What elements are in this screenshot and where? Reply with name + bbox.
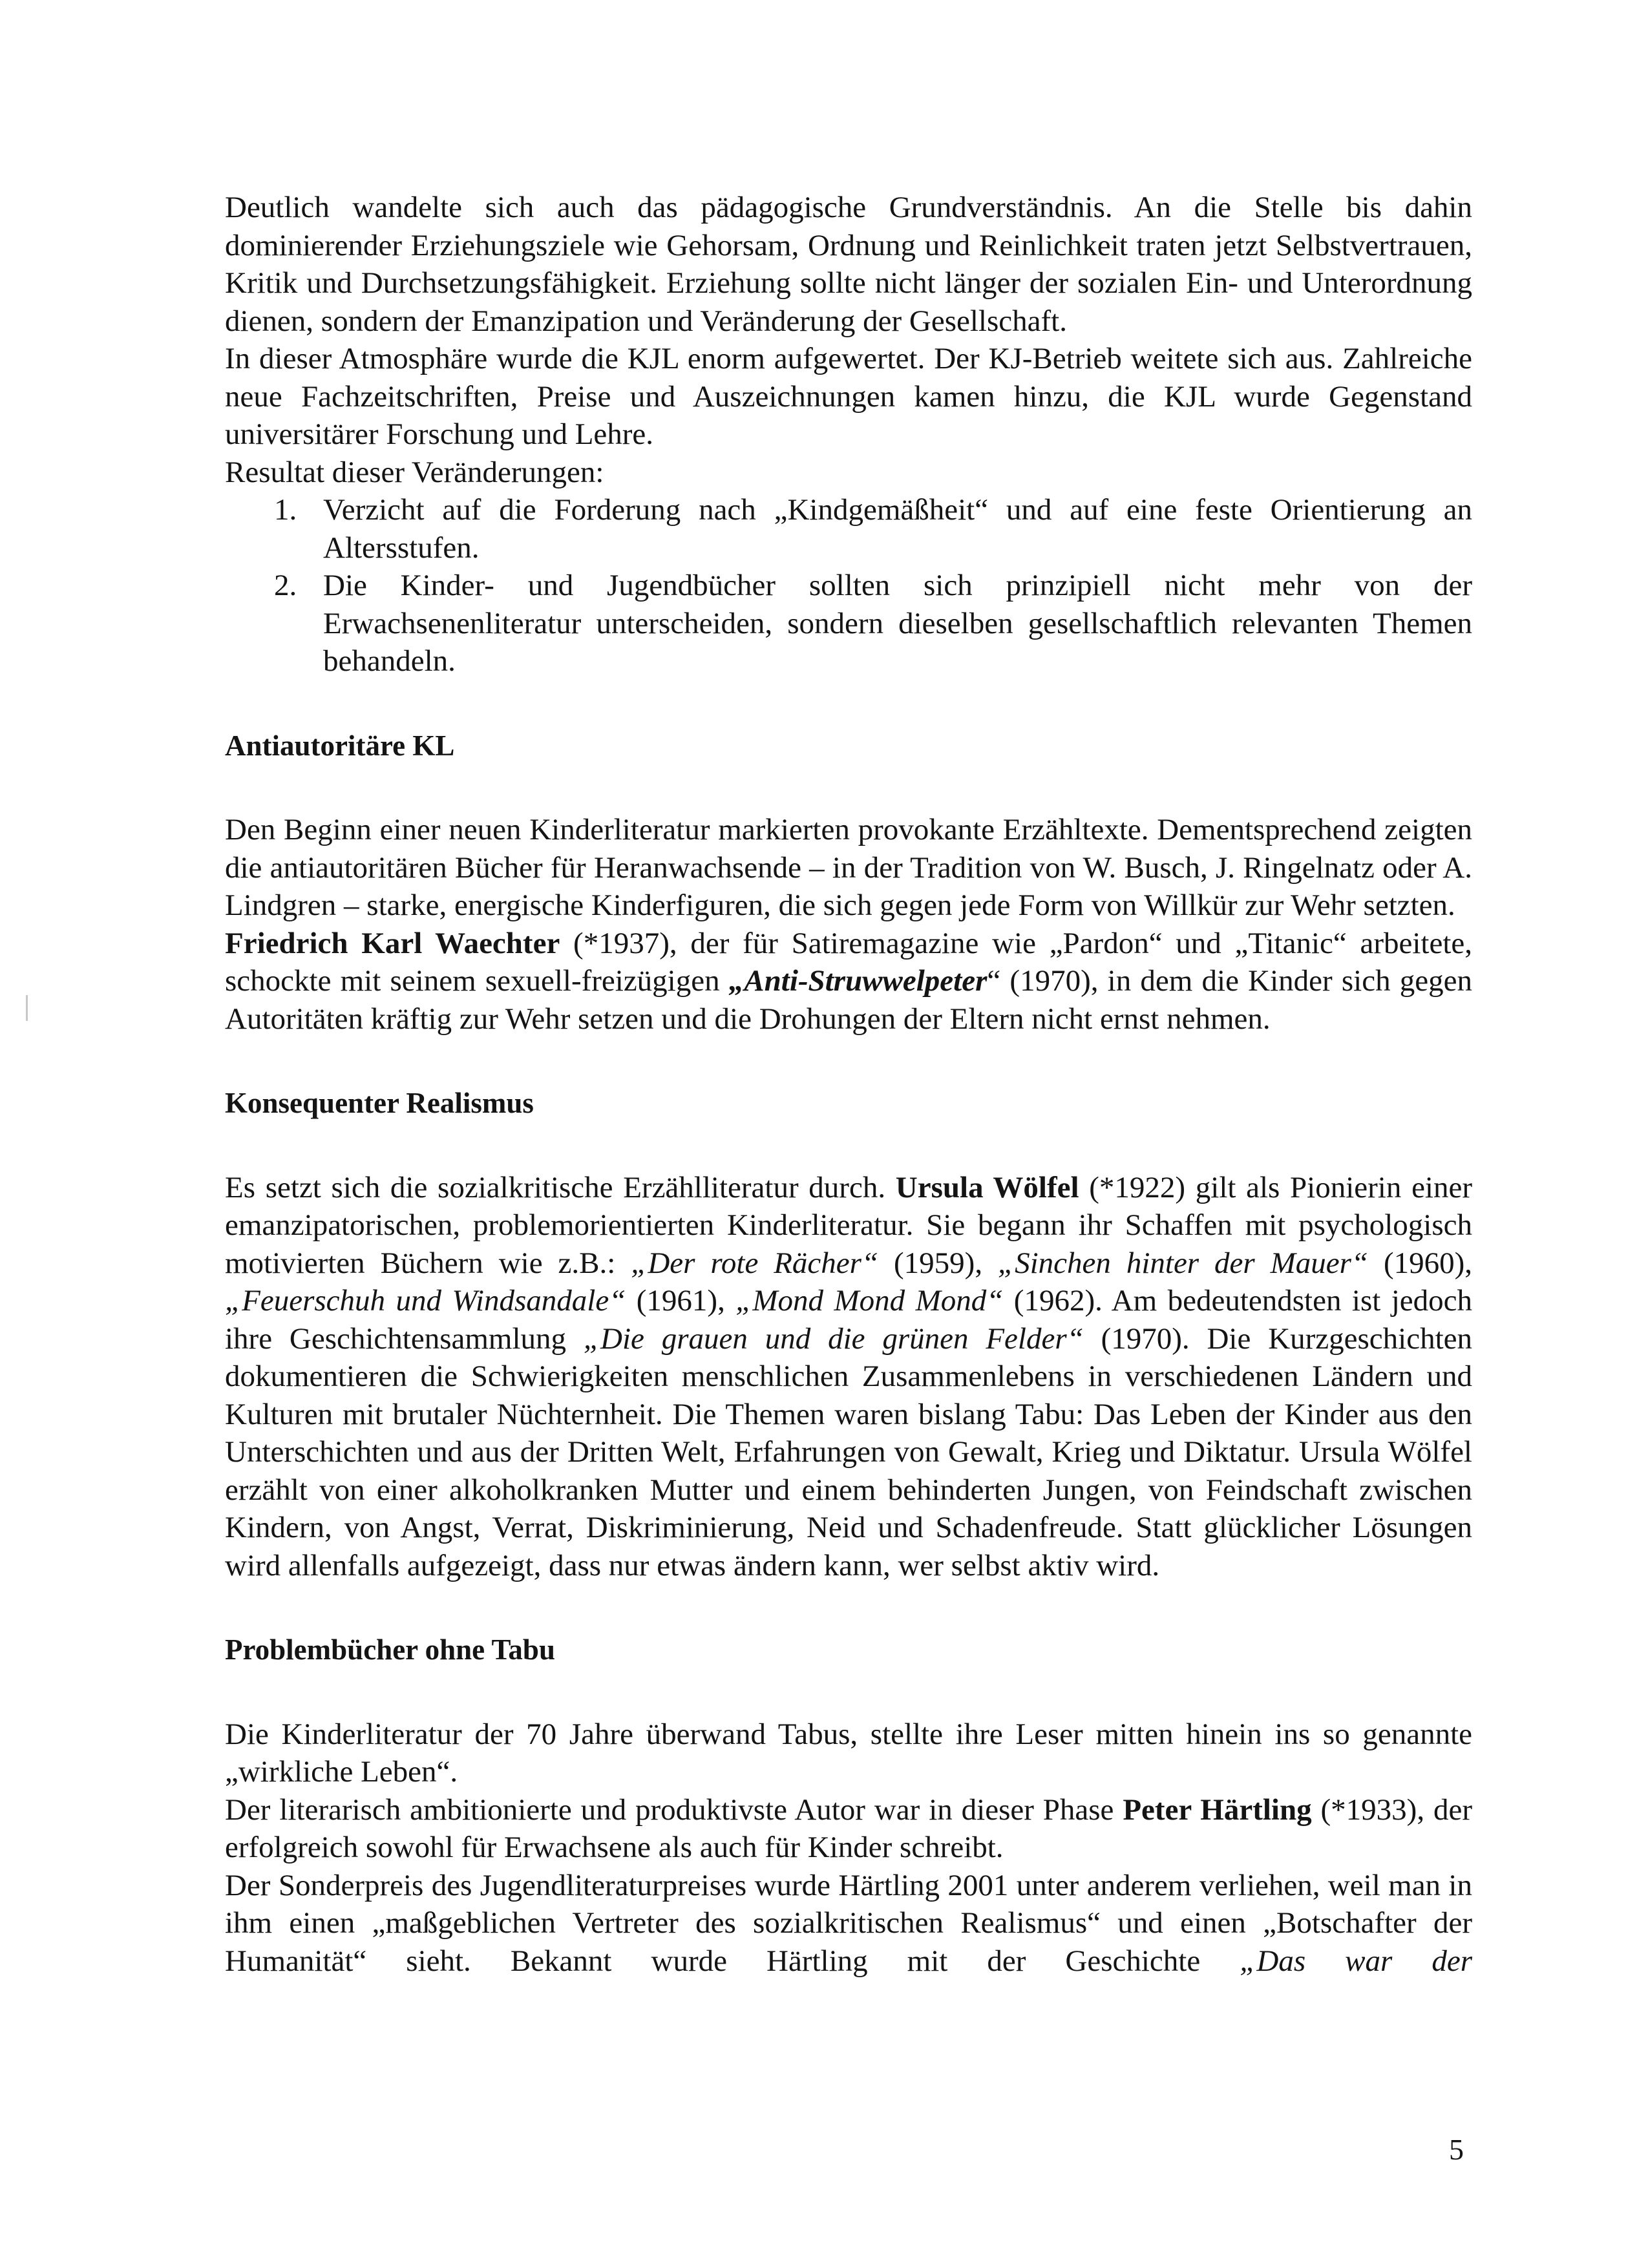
list-item-text: Die Kinder- und Jugendbücher sollten sich prinzipiell nicht mehr von der Erwachsenenliteratur unterscheiden, sondern dieselben gesellschaftlich relevanten Themen behandeln. [323,569,1472,678]
heading-problembuecher: Problembücher ohne Tabu [225,1633,555,1666]
heading-antiautoritaer: Antiautoritäre KL [225,729,455,762]
text-run: (*1933), der erfolgreich sowohl für Erwachsene als auch für Kinder schreibt. [225,1792,1472,1864]
text-run: (1962). Am bedeutendsten ist jedoch ihre Geschichtensammlung [225,1284,1473,1356]
intro-paragraph-2: In dieser Atmosphäre wurde die KJL enorm aufgewertet. Der KJ-Betrieb weitete sich aus. Zahlreiche neue Fachzeitschriften, Preise und Auszeichnungen kamen hinzu, die KJL wurde Gegenstand universitärer Forschung und Lehre. [225,342,1472,451]
text-run: (1959), [878,1246,998,1280]
page-number: 5 [1449,2133,1464,2166]
author-woelfel: Ursula Wölfel [895,1170,1079,1204]
book-title: „Mond Mond Mond“ [735,1284,1004,1318]
text-run: (*1922) gilt als Pionierin einer emanzipatorischen, problemorientierten Kinderliteratur. Sie begann ihr Schaffen mit psychologisch motivierten Büchern wie z.B.: [225,1170,1472,1280]
text-run: Der literarisch ambitionierte und produktivste Autor war in dieser Phase [225,1792,1123,1827]
book-title: „Das war der [1240,1944,1472,1978]
book-title-anti-struwwelpeter: „Anti-Struwwelpeter [728,964,988,998]
problem-paragraph-1: Die Kinderliteratur der 70 Jahre überwand Tabus, stellte ihre Leser mitten hinein ins so genannte „wirkliche Leben“. [225,1717,1472,1789]
book-title: „Die grauen und die grünen Felder“ [583,1321,1084,1356]
text-run: Der Sonderpreis des Jugendliteraturpreises wurde Härtling 2001 unter anderem verliehen, weil man in ihm einen „maßgeblichen Vertreter des sozialkritischen Realismus“ und einen „Botschafter der Humanität“ sieht. Bekannt wurde Härtling mit der Geschichte [225,1868,1472,1978]
heading-realismus: Konsequenter Realismus [225,1087,534,1119]
intro-paragraph-1: Deutlich wandelte sich auch das pädagogische Grundverständnis. An die Stelle bis dahin dominierender Erziehungsziele wie Gehorsam, Ordnung und Reinlichkeit traten jetzt Selbstvertrauen, Kritik und Durchsetzungsfähigkeit. Erziehung sollte nicht länger der sozialen Ein- und Unterordnung dienen, sondern der Emanzipation und Veränderung der Gesellschaft. [225,191,1472,338]
text-run: (1961), [626,1284,736,1318]
list-item [225,491,1472,567]
text-run: (*1937), der für Satiremagazine wie „Pardon“ und „Titanic“ arbeitete, schockte mit seinem sexuell-freizügigen [225,926,1472,998]
book-title: „Sinchen hinter der Mauer“ [997,1246,1369,1280]
author-haertling: Peter Härtling [1123,1792,1312,1827]
scan-artifact [26,995,28,1021]
text-run: (1970). Die Kurzgeschichten dokumentieren die Schwierigkeiten menschlichen Zusammenlebens in verschiedenen Ländern und Kulturen mit brutaler Nüchternheit. Die Themen waren bislang Tabu: Das Leben der Kinder aus den Unterschichten und aus der Dritten Welt, Erfahrungen von Gewalt, Krieg und Diktatur. Ursula Wölfel erzählt von einer alkoholkranken Mutter und einem behinderten Jungen, von Feindschaft zwischen Kindern, von Angst, Verrat, Diskriminierung, Neid und Schadenfreude. Statt glücklicher Lösungen wird allenfalls aufgezeigt, dass nur etwas ändern kann, wer selbst aktiv wird. [225,1321,1472,1582]
realismus-paragraph [225,1169,1472,1585]
antiautoritaer-paragraph-1: Den Beginn einer neuen Kinderliteratur markierten provokante Erzähltexte. Dementsprechend zeigten die antiautoritären Bücher für Heranwachsende – in der Tradition von W. Busch, J. Ringelnatz oder A. Lindgren – starke, energische Kinderfiguren, die sich gegen jede Form von Willkür zur Wehr setzten. [225,813,1472,922]
text-run: (1960), [1368,1246,1473,1280]
book-title: „Feuerschuh und Windsandale“ [225,1284,626,1318]
book-title: „Der rote Rächer“ [631,1246,879,1280]
text-run: “ (1970), in dem die Kinder sich gegen Autoritäten kräftig zur Wehr setzen und die Drohungen der Eltern nicht ernst nehmen. [225,964,1472,1036]
list-item-text: Verzicht auf die Forderung nach „Kindgemäßheit“ und auf eine feste Orientierung an Altersstufen. [323,493,1472,565]
list-item-number: 2. [274,569,297,602]
result-label: Resultat dieser Veränderungen: [225,455,604,489]
text-run: Es setzt sich die sozialkritische Erzählliteratur durch. [225,1170,896,1204]
list-item-number: 1. [274,493,297,527]
problem-paragraph-2 [225,1791,1472,1867]
problem-paragraph-3 [225,1867,1472,1980]
antiautoritaer-paragraph-2 [225,925,1472,1038]
document-page [225,189,1472,1980]
list-item [225,567,1472,680]
result-list [225,491,1472,680]
author-waechter: Friedrich Karl Waechter [225,926,560,960]
